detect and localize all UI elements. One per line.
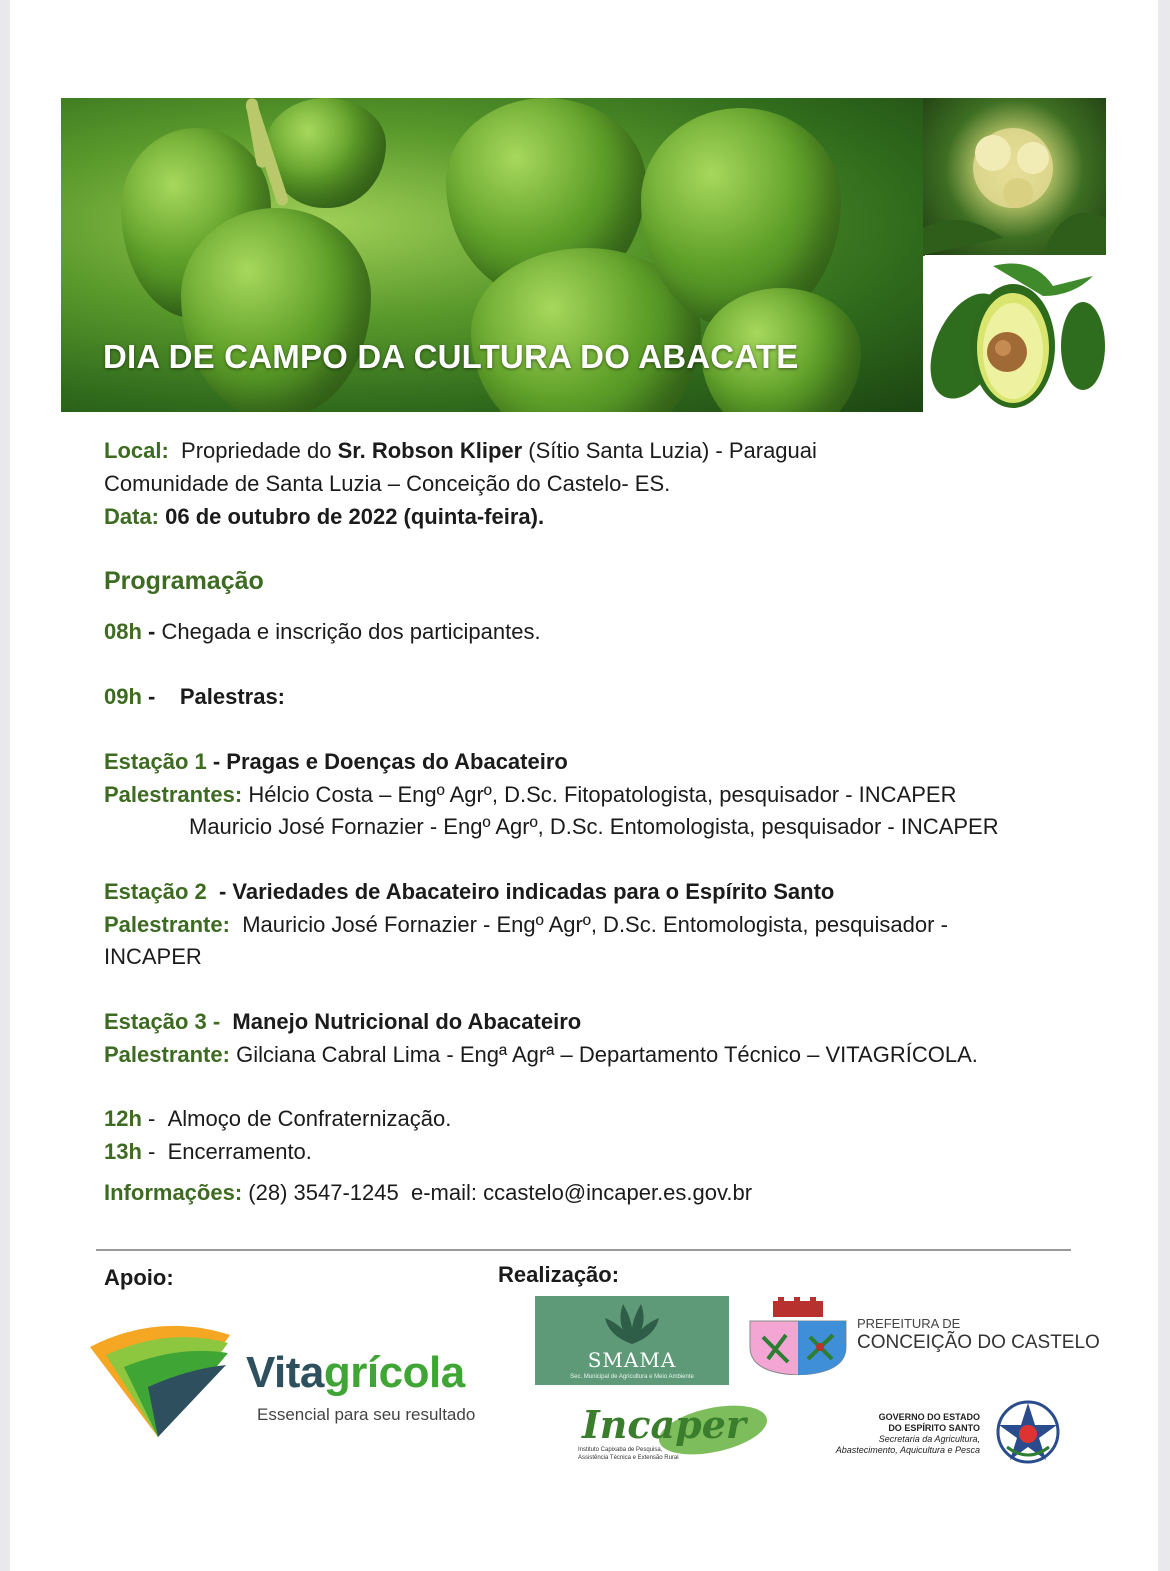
info-email[interactable]: e-mail: ccastelo@incaper.es.gov.br xyxy=(410,1180,753,1205)
text-09: Palestras: xyxy=(179,684,286,709)
program-item-13 xyxy=(104,1139,312,1165)
vitagricola-part-2: grícola xyxy=(323,1348,465,1397)
station-1-speakers-label: Palestrantes: xyxy=(104,782,243,807)
incaper-subtitle xyxy=(578,1446,679,1462)
station-2-speaker-label: Palestrante: xyxy=(104,912,230,937)
date-label: Data: xyxy=(104,504,160,529)
station-3-speaker-label: Palestrante: xyxy=(104,1042,230,1067)
cut-avocado-image xyxy=(923,256,1106,412)
sep-09: - xyxy=(141,684,156,709)
station-3-title-line xyxy=(104,1009,581,1035)
incaper-sub-line-2: Assistência Técnica e Extensão Rural xyxy=(578,1455,679,1461)
station-3-speaker: Gilciana Cabral Lima - Engª Agrª – Departamento Técnico – VITAGRÍCOLA. xyxy=(236,1042,978,1067)
prefeitura-small: PREFEITURA DE xyxy=(857,1316,961,1331)
local-owner: Sr. Robson Kliper xyxy=(337,438,523,463)
info-label: Informações: xyxy=(104,1180,243,1205)
station-3-speaker-line xyxy=(104,1042,978,1068)
station-2-sep: - xyxy=(212,879,233,904)
banner-avocado-photo xyxy=(61,98,925,412)
station-1-speaker-2: Mauricio José Fornazier - Engº Agrº, D.Sc. Entomologista, pesquisador - INCAPER xyxy=(189,814,999,839)
governo-line-2: DO ESPÍRITO SANTO xyxy=(888,1423,980,1433)
station-1-speaker-1: Hélcio Costa – Engº Agrº, D.Sc. Fitopatologista, pesquisador - INCAPER xyxy=(248,782,957,807)
info-line xyxy=(104,1180,752,1206)
leaves-icon xyxy=(535,1296,729,1348)
footer-divider xyxy=(96,1249,1071,1251)
vitagricola-tagline: Essencial para seu resultado xyxy=(257,1405,476,1424)
station-3-title: Manejo Nutricional do Abacateiro xyxy=(232,1009,582,1034)
time-08: 08h xyxy=(104,619,142,644)
vitagricola-part-1: Vita xyxy=(246,1348,324,1397)
station-1-title: Pragas e Doenças do Abacateiro xyxy=(226,749,568,774)
program-item-08 xyxy=(104,619,541,645)
smama-name: SMAMA xyxy=(587,1348,677,1372)
station-1-label: Estação 1 xyxy=(104,749,207,774)
station-1-sep: - xyxy=(206,749,227,774)
vitagricola-wordmark xyxy=(246,1348,465,1398)
espirito-santo-crest-icon xyxy=(993,1397,1063,1472)
flowers-image xyxy=(923,98,1106,255)
governo-line-1: GOVERNO DO ESTADO xyxy=(878,1412,980,1422)
time-09: 09h xyxy=(104,684,142,709)
info-phone: (28) 3547-1245 xyxy=(248,1180,399,1205)
apoio-label: Apoio: xyxy=(104,1265,174,1290)
station-2-title-line xyxy=(104,879,834,905)
avocado-fruit-image xyxy=(181,208,371,412)
prefeitura-crest-icon xyxy=(748,1297,848,1380)
prefeitura-big: CONCEIÇÃO DO CASTELO xyxy=(857,1332,1100,1353)
time-12: 12h xyxy=(104,1106,142,1131)
smama-subtitle: Sec. Municipal de Agricultura e Meio Ambiente xyxy=(570,1374,694,1380)
flyer-page xyxy=(10,0,1158,1571)
avocado-cut-photo xyxy=(923,256,1106,412)
station-2-speaker-line xyxy=(104,912,948,938)
local-text-before: Propriedade do xyxy=(181,438,338,463)
station-2-speaker-1: Mauricio José Fornazier - Engº Agrº, D.Sc. Entomologista, pesquisador - xyxy=(242,912,948,937)
smama-logo xyxy=(535,1296,729,1385)
date-line xyxy=(104,504,544,530)
station-1-title-line xyxy=(104,749,568,775)
banner-title: DIA DE CAMPO DA CULTURA DO ABACATE xyxy=(103,338,799,375)
realizacao-label: Realização: xyxy=(498,1262,620,1287)
incaper-sub-line-1: Instituto Capixaba de Pesquisa, xyxy=(578,1447,663,1453)
avocado-flowers-photo xyxy=(923,98,1106,255)
local-text-after: (Sítio Santa Luzia) - Paraguai xyxy=(522,438,817,463)
station-2-label: Estação 2 xyxy=(104,879,207,904)
station-1-speakers-line xyxy=(104,782,956,808)
time-13: 13h xyxy=(104,1139,142,1164)
program-item-09 xyxy=(104,684,285,710)
incaper-wordmark: Incaper xyxy=(582,1402,746,1447)
program-item-12 xyxy=(104,1106,451,1132)
sep-13: - xyxy=(141,1139,162,1164)
local-line-2: Comunidade de Santa Luzia – Conceição do Castelo- ES. xyxy=(104,471,671,496)
station-2-speaker-2: INCAPER xyxy=(104,944,202,969)
station-2-title: Variedades de Abacateiro indicadas para o Espírito Santo xyxy=(232,879,835,904)
program-heading: Programação xyxy=(104,567,264,595)
text-13: Encerramento. xyxy=(167,1139,312,1164)
sep-12: - xyxy=(141,1106,162,1131)
local-label: Local: xyxy=(104,438,169,463)
governo-line-3: Secretaria da Agricultura, xyxy=(878,1434,980,1444)
governo-text xyxy=(790,1412,980,1456)
sep-08: - xyxy=(141,619,162,644)
date-value: 06 de outubro de 2022 (quinta-feira). xyxy=(165,504,545,529)
text-08: Chegada e inscrição dos participantes. xyxy=(161,619,541,644)
text-12: Almoço de Confraternização. xyxy=(167,1106,452,1131)
vitagricola-logo-icon xyxy=(88,1317,233,1447)
governo-line-4: Abastecimento, Aquicultura e Pesca xyxy=(835,1445,980,1455)
local-line xyxy=(104,438,817,464)
station-3-label: Estação 3 - xyxy=(104,1009,221,1034)
